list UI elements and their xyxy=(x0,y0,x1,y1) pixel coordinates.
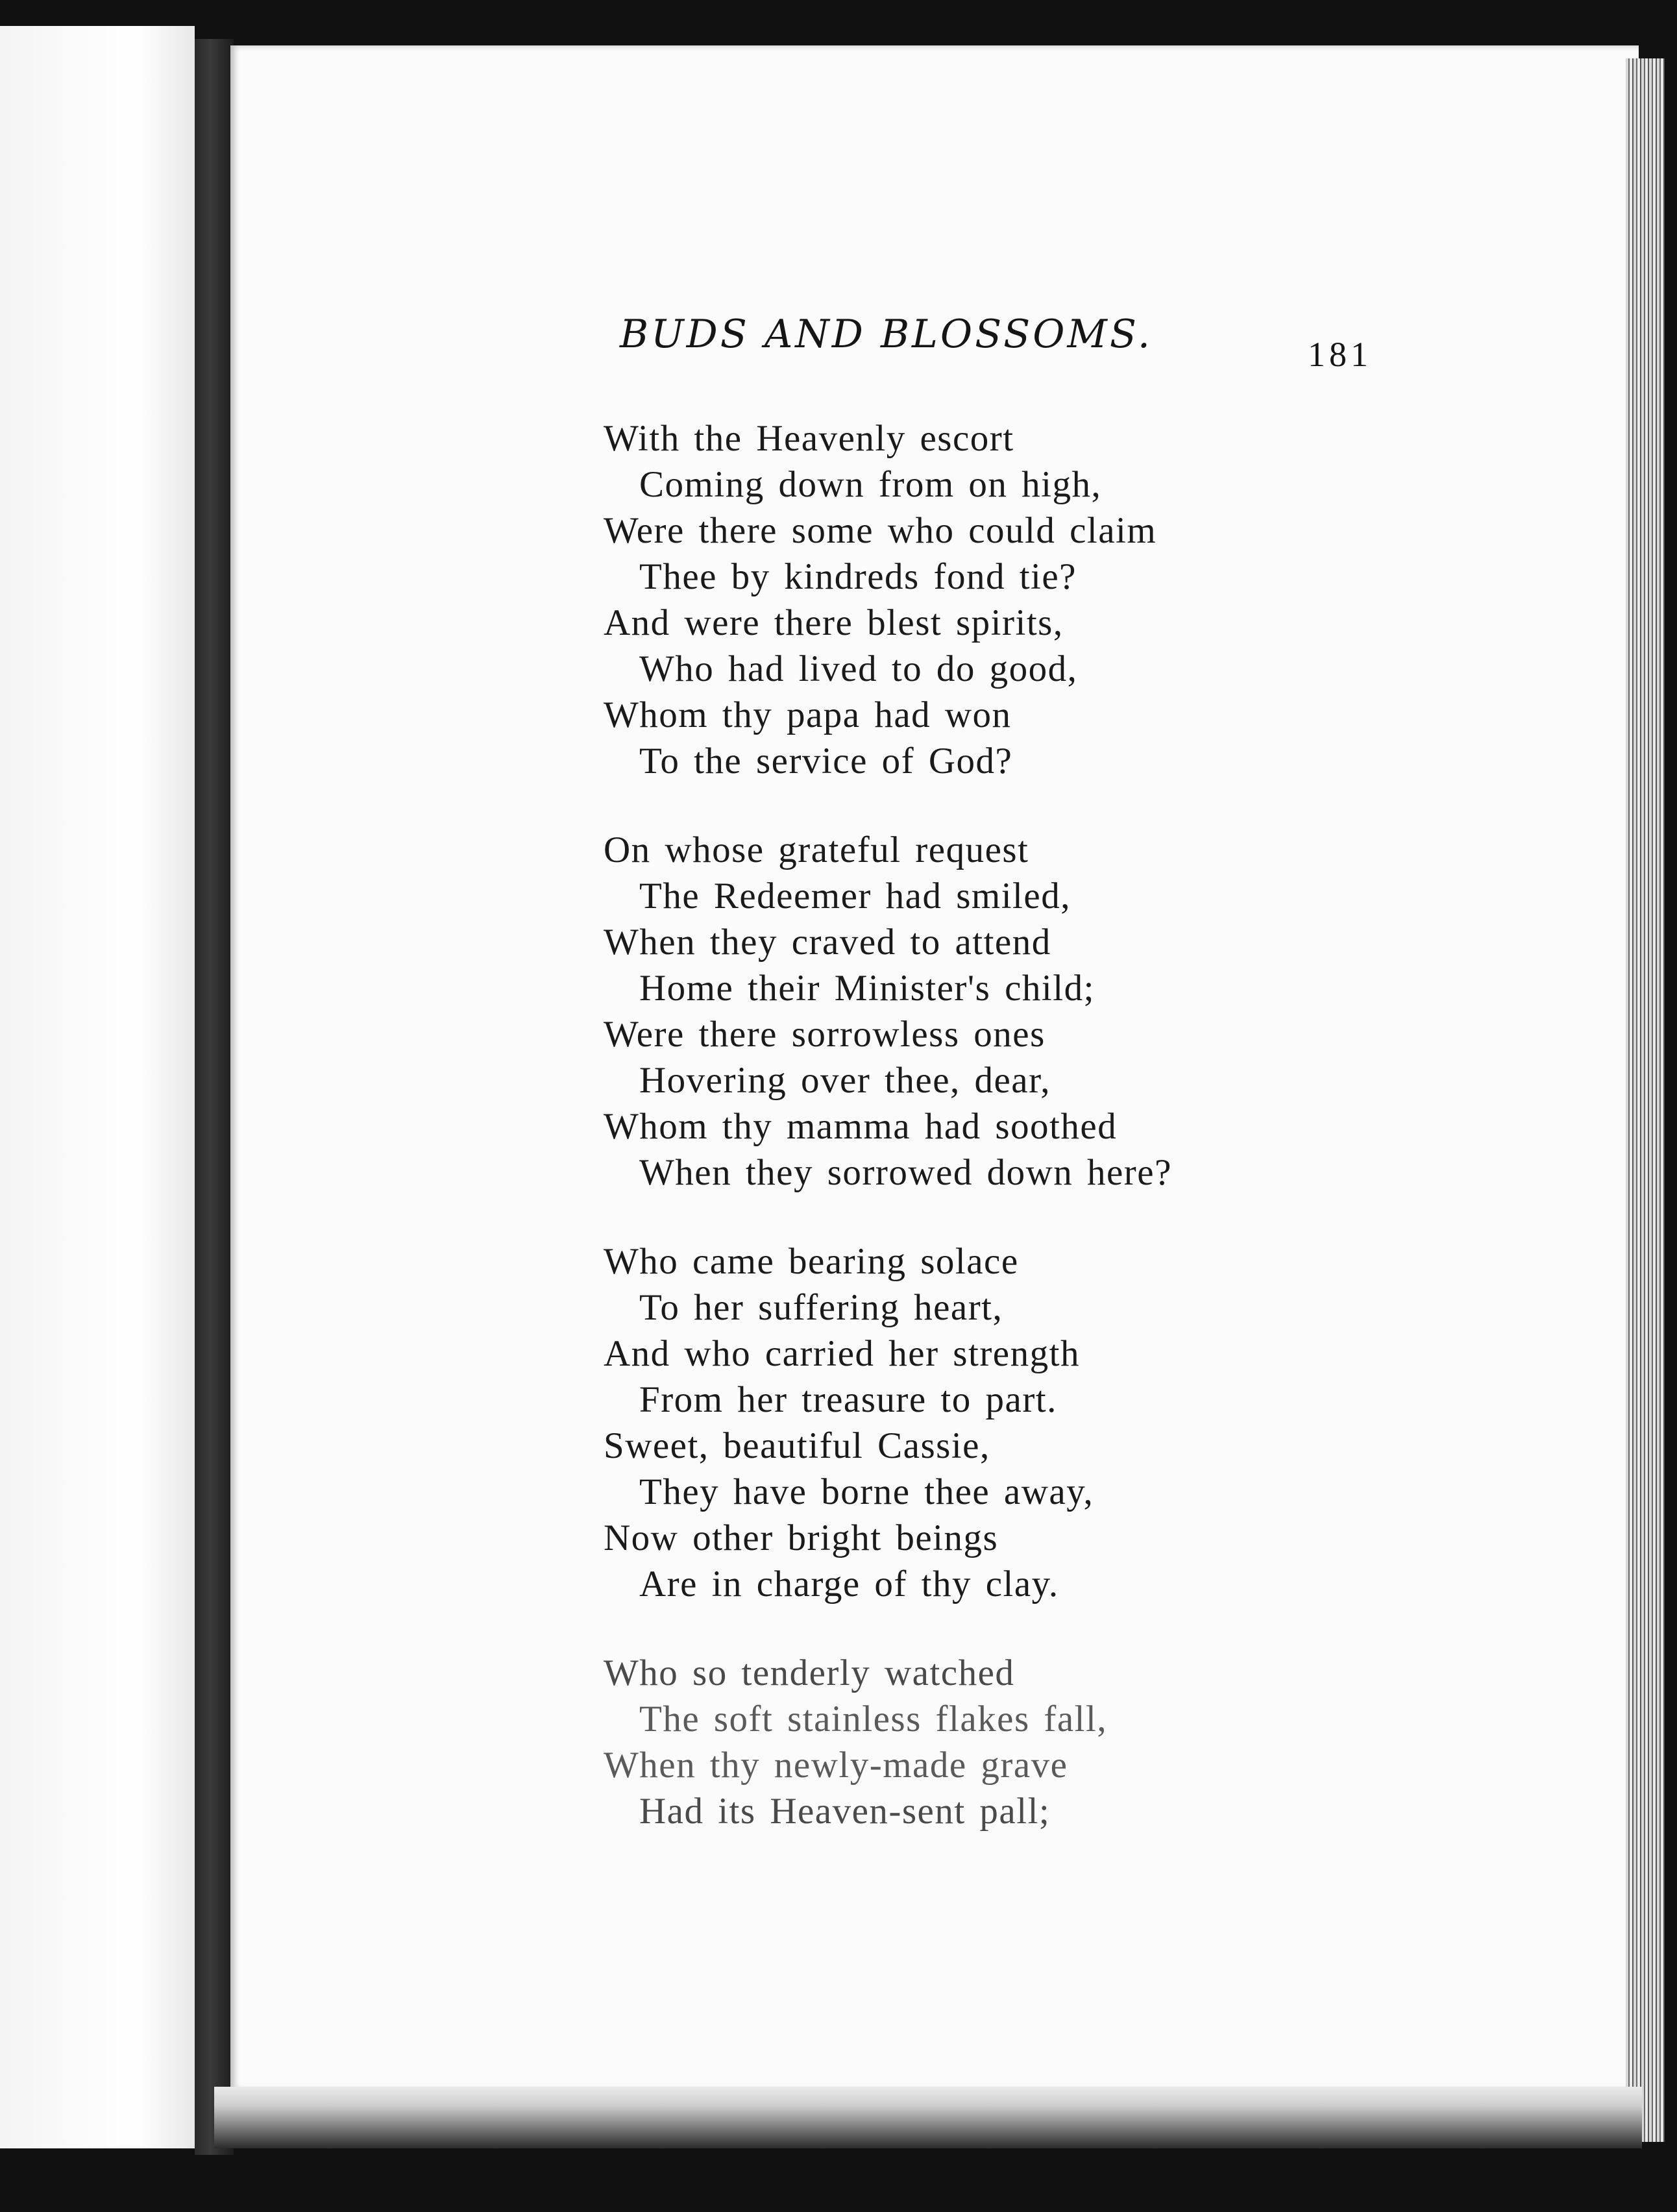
poem-line: Now other bright beings xyxy=(604,1518,999,1558)
poem-line: Whom thy mamma had soothed xyxy=(604,1106,1118,1147)
poem-line: When they craved to attend xyxy=(604,922,1051,963)
poem-line: Sweet, beautiful Cassie, xyxy=(604,1425,990,1466)
poem-line: From her treasure to part. xyxy=(639,1379,1057,1420)
page-bottom-edge xyxy=(214,2087,1642,2148)
poem-line: And who carried her strength xyxy=(604,1333,1080,1374)
poem-line: To the service of God? xyxy=(639,741,1013,781)
poem-line: Whom thy papa had won xyxy=(604,694,1012,735)
page-number: 181 xyxy=(1308,335,1372,374)
page-edge-stack xyxy=(1626,58,1665,2142)
poem-line: Thee by kindreds fond tie? xyxy=(639,556,1077,597)
stanza-3 xyxy=(604,1238,1317,1607)
poem-line: To her suffering heart, xyxy=(639,1287,1003,1328)
stanza-4 xyxy=(604,1650,1317,1834)
poem-line: The Redeemer had smiled, xyxy=(639,876,1071,916)
stanza-1 xyxy=(604,415,1317,784)
poem-line: Were there some who could claim xyxy=(604,510,1157,551)
poem-line: Are in charge of thy clay. xyxy=(639,1564,1059,1604)
poem-line: Who had lived to do good, xyxy=(639,648,1078,689)
poem-line: When they sorrowed down here? xyxy=(639,1152,1172,1193)
running-title: BUDS AND BLOSSOMS. xyxy=(620,312,1153,357)
poem-line: Home their Minister's child; xyxy=(639,968,1095,1009)
poem-line: And were there blest spirits, xyxy=(604,602,1064,643)
poem-line: With the Heavenly escort xyxy=(604,418,1014,459)
poem-line: On whose grateful request xyxy=(604,830,1029,870)
poem-line: Who so tenderly watched xyxy=(604,1653,1015,1693)
poem-line: Who came bearing solace xyxy=(604,1241,1019,1282)
poem-line: They have borne thee away, xyxy=(639,1471,1094,1512)
poem-line: The soft stainless flakes fall, xyxy=(639,1699,1108,1739)
poem-line: Coming down from on high, xyxy=(639,464,1102,505)
poem-line: Were there sorrowless ones xyxy=(604,1014,1046,1055)
poem-body xyxy=(604,415,1317,1877)
book-gutter xyxy=(195,39,234,2155)
stanza-2 xyxy=(604,827,1317,1196)
previous-page-edge xyxy=(0,26,195,2148)
poem-line: Had its Heaven-sent pall; xyxy=(639,1791,1051,1832)
poem-line: When thy newly-made grave xyxy=(604,1745,1068,1786)
poem-line: Hovering over thee, dear, xyxy=(639,1060,1051,1101)
